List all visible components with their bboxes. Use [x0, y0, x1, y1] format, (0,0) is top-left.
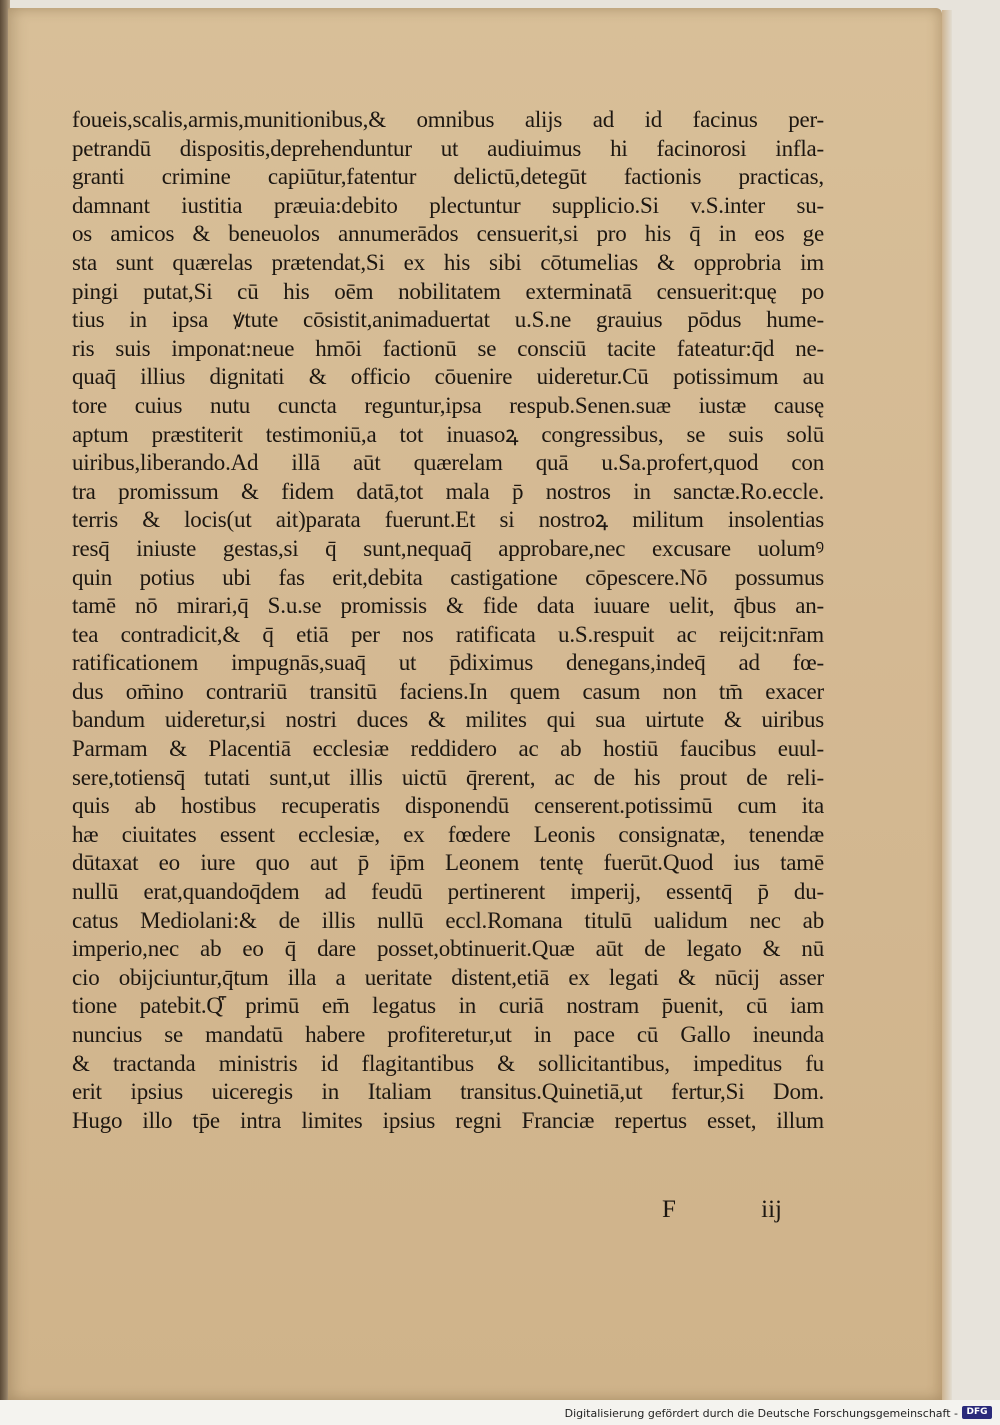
text-line: catus Mediolani:& de illis nullū eccl.Romana titulū ualidum nec ab	[72, 907, 824, 933]
text-line: sta sunt quærelas prætendat,Si ex his sibi cōtumelias & opprobria im	[72, 249, 824, 275]
text-line: bandum uideretur,si nostri duces & milites qui sua uirtute & uiribus	[72, 707, 824, 733]
text-line: granti crimine capiūtur,fatentur delictū,detegūt factionis practicas,	[72, 164, 824, 190]
text-line: quaq̄ illius dignitati & officio cōuenire uideretur.Cū potissimum au	[72, 364, 824, 390]
text-line: hæ ciuitates essent ecclesiæ, ex fœdere Leonis consignatæ, tenendæ	[72, 821, 824, 847]
text-line: cio obijciuntur,q̄tum illa a ueritate distent,etiā ex legati & nūcij asser	[72, 964, 824, 990]
text-line: Hugo illo tp̄e intra limites ipsius regni Franciæ repertus esset, illum	[72, 1107, 824, 1133]
text-line: aptum præstiterit testimoniū,a tot inuasoꝝ congressibus, se suis solū	[72, 421, 824, 447]
page-edge	[942, 10, 952, 1400]
text-line: tamē nō mirari,q̄ S.u.se promissis & fide data iuuare uelit, q̄bus an-	[72, 593, 824, 619]
text-line: Parmam & Placentiā ecclesiæ reddidero ac ab hostiū faucibus euul-	[72, 736, 824, 762]
signature-numeral: iij	[761, 1196, 782, 1223]
text-line: tione patebit.Q꜠ primū em̄ legatus in curiā nostram p̄uenit, cū iam	[72, 993, 824, 1019]
text-line: uiribus,liberando.Ad illā aūt quærelam quā u.Sa.profert,quod con	[72, 450, 824, 476]
text-line: tore cuius nutu cuncta reguntur,ipsa respub.Senen.suæ iustæ causę	[72, 392, 824, 418]
text-line: tra promissum & fidem datā,tot mala p̄ nostros in sanctæ.Ro.eccle.	[72, 478, 824, 504]
text-line: erit ipsius uiceregis in Italiam transitus.Quinetiā,ut fertur,Si Dom.	[72, 1079, 824, 1105]
text-line: ratificationem impugnās,suaq̄ ut p̄diximus denegans,indeq̄ ad fœ-	[72, 650, 824, 676]
text-line: quin potius ubi fas erit,debita castigatione cōpescere.Nō possumus	[72, 564, 824, 590]
text-line: nullū erat,quandoq̄dem ad feudū pertinerent imperij, essentq̄ p̄ du-	[72, 879, 824, 905]
signature-mark	[662, 1196, 782, 1224]
text-line: resq̄ iniuste gestas,si q̄ sunt,nequaq̄ approbare,nec excusare uolumꝰ	[72, 535, 824, 561]
text-line: foueis,scalis,armis,munitionibus,& omnibus alijs ad id facinus per-	[72, 107, 824, 132]
text-line: os amicos & beneuolos annumerādos censuerit,si pro his q̄ in eos ge	[72, 221, 824, 247]
signature-letter: F	[662, 1196, 676, 1223]
text-line: dus om̄ino contrariū transitū faciens.In quem casum non tm̄ exacer	[72, 678, 824, 704]
text-line: sere,totiensq̄ tutati sunt,ut illis uictū q̄rerent, ac de his prout de reli-	[72, 764, 824, 790]
text-line: & tractanda ministris id flagitantibus & sollicitantibus, impeditus fu	[72, 1050, 824, 1076]
text-line: damnant iustitia præuia:debito plectuntur supplicio.Si v.S.inter su-	[72, 192, 824, 218]
footer-credit: Digitalisierung gefördert durch die Deutsche Forschungsgemeinschaft -	[564, 1407, 958, 1420]
text-line: tius in ipsa ꝟtute cōsistit,animaduertat u.S.ne grauius pōdus hume-	[72, 307, 824, 333]
text-line: dūtaxat eo iure quo aut p̄ ip̄m Leonem tentę fuerūt.Quod ius tamē	[72, 850, 824, 876]
text-line: nuncius se mandatū habere profiteretur,ut in pace cū Gallo ineunda	[72, 1022, 824, 1047]
text-line: pingi putat,Si cū his oēm nobilitatem exterminatā censuerit:quę po	[72, 278, 824, 304]
text-line: terris & locis(ut ait)parata fuerunt.Et si nostroꝝ militum insolentias	[72, 507, 824, 533]
text-line: imperio,nec ab eo q̄ dare posset,obtinuerit.Quæ aūt de legato & nū	[72, 936, 824, 962]
text-line: petrandū dispositis,deprehenduntur ut audiuimus hi facinorosi infla-	[72, 135, 824, 161]
page-text	[72, 106, 824, 1135]
text-line: quis ab hostibus recuperatis disponendū censerent.potissimū cum ita	[72, 793, 824, 819]
dfg-logo: DFG	[962, 1406, 992, 1419]
footer-bar	[0, 1400, 1000, 1425]
text-line: ris suis imponat:neue hmōi factionū se consciū tacite fateatur:q̄d ne-	[72, 335, 824, 361]
text-line: tea contradicit,& q̄ etiā per nos ratificata u.S.respuit ac reijcit:nr̄am	[72, 621, 824, 647]
